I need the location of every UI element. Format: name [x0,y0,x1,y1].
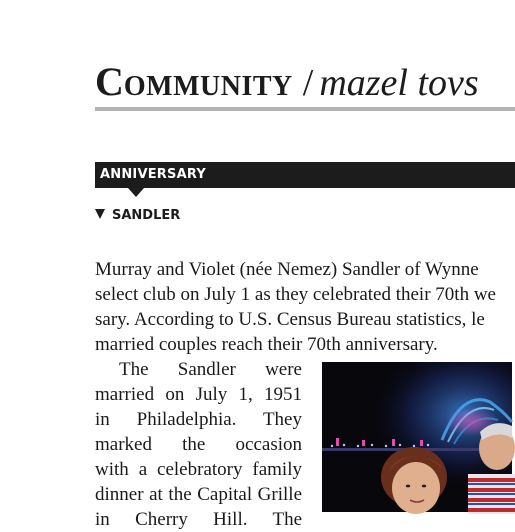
column-line: marked the occasion [95,434,302,455]
entry-name-row [95,208,180,223]
subsection-title: mazel tovs [319,62,479,104]
couple-photo [322,362,512,512]
section-title [95,59,479,104]
column-line: in Philadelphia. They [95,409,302,430]
column-line: dinner at the Capital Grille [95,484,302,505]
column-line: The Sandler were [119,359,302,380]
category-bar [95,162,515,188]
column-line: married on July 1, 1951 [95,384,302,405]
section-title-initial: C [95,59,124,104]
couple-photo-illustration [322,362,512,512]
intro-line: married couples reach their 70th anniversary. [95,334,438,355]
column-line: with a celebratory family [95,459,302,480]
section-separator: / [302,62,314,104]
column-line: in Cherry Hill. The [95,509,302,530]
section-title-rest: ommunity [123,59,293,104]
intro-line: sary. According to U.S. Census Bureau statistics, le [95,309,485,330]
intro-line: select club on July 1 as they celebrated their 70th we [95,284,496,305]
down-triangle-icon [95,209,105,219]
title-rule [95,107,515,111]
intro-line: Murray and Violet (née Nemez) Sandler of Wynne [95,259,479,280]
entry-name: SANDLER [112,208,181,223]
category-pointer-icon [128,188,144,197]
category-label: ANNIVERSARY [100,167,206,182]
